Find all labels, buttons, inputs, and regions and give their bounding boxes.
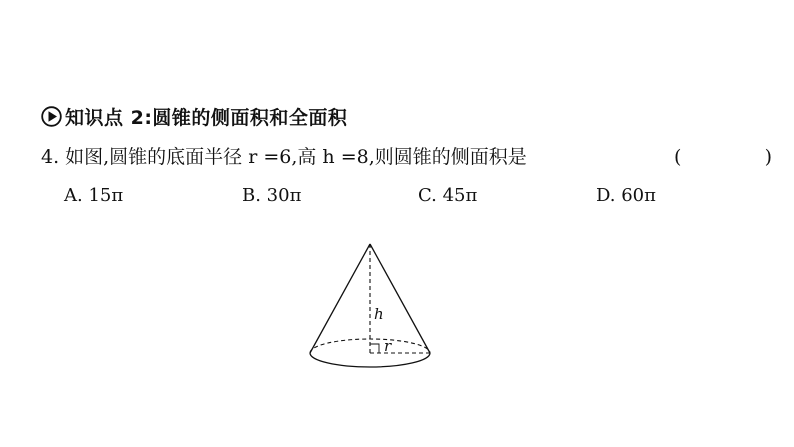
answer-blank (674, 144, 772, 170)
radius-label: r (384, 337, 392, 355)
question-stem (41, 144, 771, 170)
cone-base-front (310, 353, 430, 367)
answer-options (0, 183, 794, 209)
option-b[interactable]: B. 30π (242, 185, 302, 206)
option-a[interactable]: A. 15π (64, 185, 124, 206)
height-label: h (374, 305, 384, 323)
option-d[interactable]: D. 60π (596, 185, 656, 206)
right-angle-mark (370, 344, 379, 353)
answer-paren-open: ( (674, 146, 682, 168)
cone-slant-left (310, 244, 370, 353)
question-text: 如图,圆锥的底面半径 r =6,高 h =8,则圆锥的侧面积是 (65, 146, 527, 168)
section-heading (41, 103, 347, 129)
section-heading-text: 知识点 2:圆锥的侧面积和全面积 (65, 106, 348, 129)
answer-paren-close: ) (764, 146, 772, 168)
cone-figure (300, 238, 440, 378)
option-c[interactable]: C. 45π (418, 185, 478, 206)
play-circle-icon (41, 106, 62, 127)
cone-slant-right (370, 244, 430, 353)
question-number: 4. (41, 146, 60, 168)
